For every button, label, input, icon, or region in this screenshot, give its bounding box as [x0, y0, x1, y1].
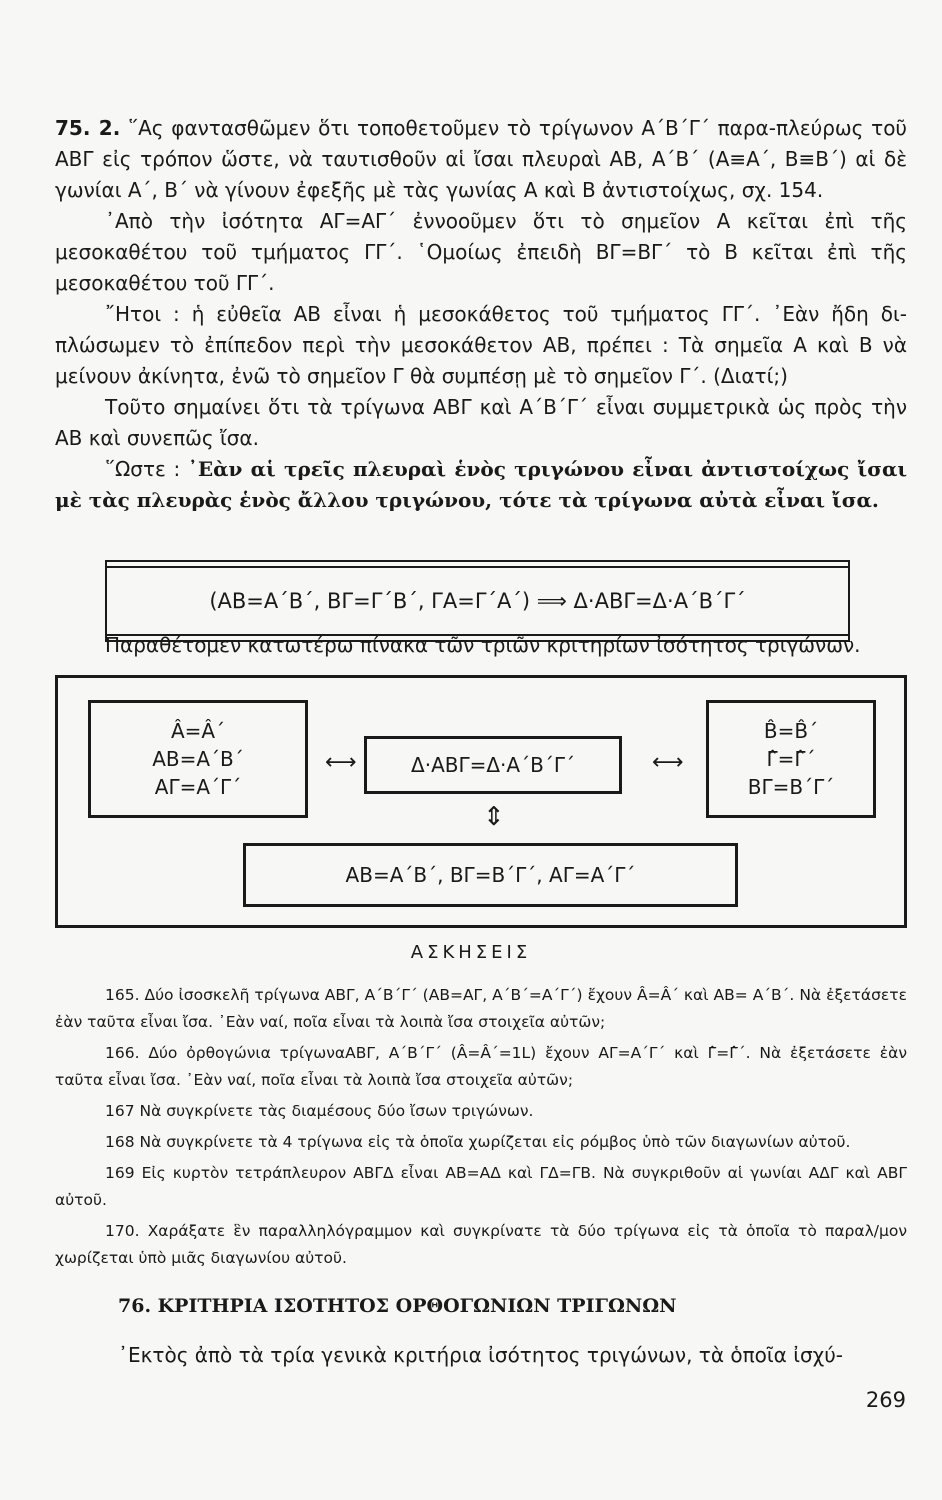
paragraph-4: Τοῦτο σημαίνει ὅτι τὰ τρίγωνα ΑΒΓ καὶ Α΄Β΄Γ΄ εἶναι συμμετρικὰ ὡς πρὸς τὴν ΑΒ καὶ συνεπῶς ἴσα. — [55, 395, 907, 450]
exercise-169: 169 Εἰς κυρτὸν τετράπλευρον ΑΒΓΔ εἶναι ΑΒ=ΑΔ καὶ ΓΔ=ΓΒ. Νὰ συγκριθοῦν αἱ γωνίαι ΑΔΓ καὶ ΑΒΓ αὐτοῦ. — [55, 1164, 907, 1209]
section-76-text: ᾿Εκτὸς ἀπὸ τὰ τρία γενικὰ κριτήρια ἰσότητος τριγώνων, τὰ ὁποῖα ἰσχύ- — [118, 1343, 843, 1367]
exercise-170: 170. Χαράξατε ἓν παραλληλόγραμμον καὶ συγκρίνατε τὰ δύο τρίγωνα εἰς τὰ ὁποῖα τὸ παραλ/μον χωρίζεται ὑπὸ μιᾶς διαγωνίου αὐτοῦ. — [55, 1222, 907, 1267]
section-number: 75. 2. — [55, 116, 121, 140]
section-75 — [55, 113, 907, 516]
left-double-arrow-icon: ⟷ — [325, 750, 357, 775]
paragraph-2: ᾿Απὸ τὴν ἰσότητα ΑΓ=ΑΓ΄ ἐννοοῦμεν ὅτι τὸ σημεῖον Α κεῖται ἐπὶ τῆς μεσοκαθέτου τοῦ τμήματος ΓΓ΄. ῾Ομοίως ἐπειδὴ ΒΓ=ΒΓ΄ τὸ Β κεῖται ἐπὶ τῆς μεσοκαθέτου τοῦ ΓΓ΄. — [55, 209, 907, 295]
exercise-166: 166. Δύο ὀρθογώνια τρίγωναΑΒΓ, Α΄Β΄Γ΄ (Â=Â΄=1L) ἔχουν ΑΓ=Α΄Γ΄ καὶ Γ̂=Γ̂΄. Νὰ ἐξετάσετε ἐὰν ταῦτα εἶναι ἴσα. ᾿Εὰν ναί, ποῖα εἶναι τὰ λοιπὰ ἴσα στοιχεῖα αὐτῶν; — [55, 1044, 907, 1089]
exercises-list — [55, 982, 907, 1276]
equal-triangles-box: Δ·ΑΒΓ=Δ·Α΄Β΄Γ΄ — [364, 736, 622, 794]
criterion-bottom-box: ΑΒ=Α΄Β΄, ΒΓ=Β΄Γ΄, ΑΓ=Α΄Γ΄ — [243, 843, 738, 907]
table-intro: Παραθέτομεν κατωτέρω πίνακα τῶν τριῶν κριτηρίων ἰσότητος τριγώνων. — [105, 633, 861, 657]
criteria-table — [55, 675, 907, 928]
theorem: ῞Ωστε : ᾿Εὰν αἱ τρεῖς πλευραὶ ἑνὸς τριγώνου εἶναι ἀντιστοίχως ἴσαι μὲ τὰς πλευρὰς ἑνὸς ἄλλου τριγώνου, τότε τὰ τρίγωνα αὐτὰ εἶναι ἴσα. — [55, 457, 908, 512]
formula-text: (ΑΒ=Α΄Β΄, ΒΓ=Γ΄Β΄, ΓΑ=Γ΄Α΄) ⟹ Δ·ΑΒΓ=Δ·Α΄Β΄Γ΄ — [209, 589, 746, 613]
vertical-double-arrow-icon: ⇕ — [483, 802, 505, 832]
exercises-title: ΑΣΚΗΣΕΙΣ — [410, 942, 532, 963]
formula-box — [105, 560, 850, 642]
paragraph-3: ῎Ητοι : ἡ εὐθεῖα ΑΒ εἶναι ἡ μεσοκάθετος τοῦ τμήματος ΓΓ΄. ᾿Εὰν ἤδη δι-πλώσωμεν τὸ ἐπίπεδον περὶ τὴν μεσοκάθετον ΑΒ, πρέπει : Τὰ σημεῖα Α καὶ Β νὰ μείνουν ἀκίνητα, ἐνῶ τὸ σημεῖον Γ θὰ συμπέσῃ μὲ τὸ σημεῖον Γ΄. (Διατί;) — [55, 302, 907, 388]
page-number: 269 — [865, 1388, 906, 1412]
right-double-arrow-icon: ⟷ — [652, 750, 684, 775]
criterion-left-box: Â=Â΄ ΑΒ=Α΄Β΄ ΑΓ=Α΄Γ΄ — [88, 700, 308, 818]
exercise-165: 165. Δύο ἰσοσκελῆ τρίγωνα ΑΒΓ, Α΄Β΄Γ΄ (ΑΒ=ΑΓ, Α΄Β΄=Α΄Γ΄) ἔχουν Â=Â΄ καὶ ΑΒ= Α΄Β΄. Νὰ ἐξετάσετε ἐὰν ταῦτα εἶναι ἴσα. ᾿Εὰν ναί, ποῖα εἶναι τὰ λοιπὰ ἴσα στοιχεῖα αὐτῶν; — [55, 986, 907, 1031]
section-76-heading: 76. ΚΡΙΤΗΡΙΑ ΙΣΟΤΗΤΟΣ ΟΡΘΟΓΩΝΙΩΝ ΤΡΙΓΩΝΩΝ — [118, 1295, 677, 1317]
theorem-statement: ᾿Εὰν αἱ τρεῖς πλευραὶ ἑνὸς τριγώνου εἶναι ἀντιστοίχως ἴσαι μὲ τὰς πλευρὰς ἑνὸς ἄλλου τριγώνου, τότε τὰ τρίγωνα αὐτὰ εἶναι ἴσα. — [55, 457, 908, 512]
exercise-167: 167 Νὰ συγκρίνετε τὰς διαμέσους δύο ἴσων τριγώνων. — [105, 1102, 534, 1120]
exercise-168: 168 Νὰ συγκρίνετε τὰ 4 τρίγωνα εἰς τὰ ὁποῖα χωρίζεται εἰς ρόμβος ὑπὸ τῶν διαγωνίων αὐτοῦ. — [105, 1133, 851, 1151]
criterion-right-box: B̂=B̂΄ Γ̂=Γ̂΄ ΒΓ=Β΄Γ΄ — [706, 700, 876, 818]
paragraph-1: 75. 2. ῞Ας φαντασθῶμεν ὅτι τοποθετοῦμεν τὸ τρίγωνον Α΄Β΄Γ΄ παρα-πλεύρως τοῦ ΑΒΓ εἰς τρόπον ὥστε, νὰ ταυτισθοῦν αἱ ἴσαι πλευραὶ ΑΒ, Α΄Β΄ (Α≡Α΄, Β≡Β΄) αἱ δὲ γωνίαι Α΄, Β΄ νὰ γίνουν ἐφεξῆς μὲ τὰς γωνίας Α καὶ Β ἀντιστοίχως, σχ. 154. — [55, 116, 908, 202]
